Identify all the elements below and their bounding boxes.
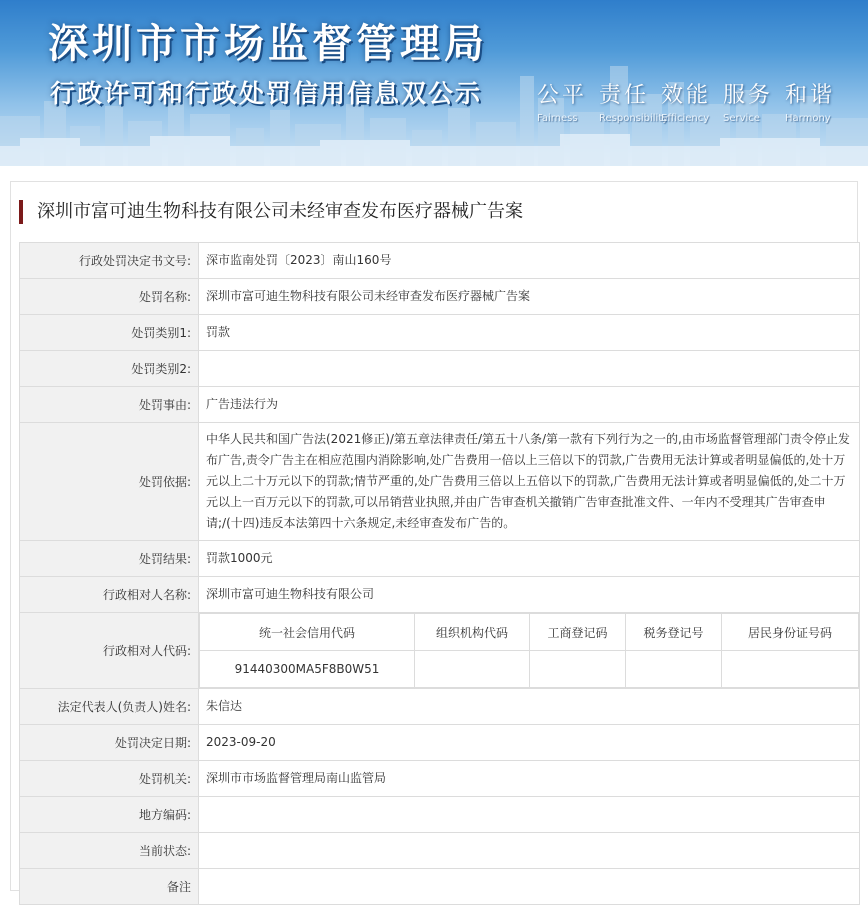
party-name-label: 行政相对人名称: xyxy=(20,577,199,613)
category2-value xyxy=(199,351,860,387)
party-name-value: 深圳市富可迪生物科技有限公司 xyxy=(199,577,860,613)
status-label: 当前状态: xyxy=(20,833,199,869)
decision-date-value: 2023-09-20 xyxy=(199,725,860,761)
basis-value: 中华人民共和国广告法(2021修正)/第五章法律责任/第五十八条/第一款有下列行为之一的,由市场监督管理部门责令停止发布广告,责令广告主在相应范围内消除影响,处广告费用一倍以上三倍以下的罚款,广告费用无法计算或者明显偏低的,处十万元以上二十万元以下的罚款;情节严重的,处广告费用三倍以上五倍以下的罚款,广告费用无法计算或者明显偏低的,处二十万元以上一百万元以下的罚款,可以吊销营业执照,并由广告审查机关撤销广告审查批准文件、一年内不受理其广告审查申请;/(十四)违反本法第四十六条规定,未经审查发布广告的。 xyxy=(199,423,860,541)
table-row xyxy=(20,279,860,315)
org-code-value xyxy=(415,651,530,688)
basis-label: 处罚依据: xyxy=(20,423,199,541)
case-info-table xyxy=(19,242,860,905)
id-card-value xyxy=(722,651,859,688)
category1-label: 处罚类别1: xyxy=(20,315,199,351)
category1-value: 罚款 xyxy=(199,315,860,351)
table-row xyxy=(20,423,860,541)
slogan-en: Harmony xyxy=(785,113,831,124)
org-code-header: 组织机构代码 xyxy=(415,614,530,651)
reason-value: 广告违法行为 xyxy=(199,387,860,423)
table-row xyxy=(20,833,860,869)
banner-slogans xyxy=(537,78,847,124)
slogan-fairness xyxy=(537,78,599,124)
table-row xyxy=(20,243,860,279)
local-code-value xyxy=(199,797,860,833)
decision-date-label: 处罚决定日期: xyxy=(20,725,199,761)
slogan-harmony xyxy=(785,78,847,124)
slogan-cn: 服务 xyxy=(723,83,774,108)
status-value xyxy=(199,833,860,869)
table-row xyxy=(20,351,860,387)
tax-reg-value xyxy=(626,651,722,688)
legal-rep-value: 朱信达 xyxy=(199,689,860,725)
party-code-label: 行政相对人代码: xyxy=(20,613,199,689)
category2-label: 处罚类别2: xyxy=(20,351,199,387)
penalty-name-label: 处罚名称: xyxy=(20,279,199,315)
party-code-cell xyxy=(199,613,860,689)
local-code-label: 地方编码: xyxy=(20,797,199,833)
id-card-header: 居民身份证号码 xyxy=(722,614,859,651)
table-row xyxy=(20,725,860,761)
slogan-cn: 和谐 xyxy=(785,83,836,108)
authority-value: 深圳市市场监督管理局南山监管局 xyxy=(199,761,860,797)
authority-label: 处罚机关: xyxy=(20,761,199,797)
slogan-cn: 公平 xyxy=(537,83,588,108)
business-reg-header: 工商登记码 xyxy=(530,614,626,651)
remark-value xyxy=(199,869,860,905)
result-value: 罚款1000元 xyxy=(199,541,860,577)
legal-rep-label: 法定代表人(负责人)姓名: xyxy=(20,689,199,725)
slogan-en: Efficiency xyxy=(661,113,710,124)
banner-subtitle: 行政许可和行政处罚信用信息双公示 xyxy=(50,79,483,108)
table-row xyxy=(20,869,860,905)
credit-code-value: 91440300MA5F8B0W51 xyxy=(200,651,415,688)
slogan-service xyxy=(723,78,785,124)
slogan-responsibility xyxy=(599,78,669,124)
slogan-en: Service xyxy=(723,113,760,124)
reason-label: 处罚事由: xyxy=(20,387,199,423)
party-code-table xyxy=(199,613,859,688)
table-row xyxy=(20,797,860,833)
table-row xyxy=(20,761,860,797)
slogan-en: Fairness xyxy=(537,113,578,124)
table-row xyxy=(20,315,860,351)
party-code-value-row xyxy=(200,651,859,688)
table-row xyxy=(20,613,860,689)
table-row xyxy=(20,577,860,613)
table-row xyxy=(20,387,860,423)
slogan-cn: 效能 xyxy=(661,83,712,108)
table-row xyxy=(20,541,860,577)
case-detail-panel xyxy=(10,181,858,894)
header-banner xyxy=(0,0,868,166)
slogan-en: Responsibility xyxy=(599,113,669,124)
party-code-header-row xyxy=(200,614,859,651)
penalty-name-value: 深圳市富可迪生物科技有限公司未经审查发布医疗器械广告案 xyxy=(199,279,860,315)
table-row xyxy=(20,689,860,725)
result-label: 处罚结果: xyxy=(20,541,199,577)
credit-code-header: 统一社会信用代码 xyxy=(200,614,415,651)
banner-title: 深圳市市场监督管理局 xyxy=(48,21,488,67)
case-title: 深圳市富可迪生物科技有限公司未经审查发布医疗器械广告案 xyxy=(19,200,523,224)
business-reg-value xyxy=(530,651,626,688)
decision-no-label: 行政处罚决定书文号: xyxy=(20,243,199,279)
slogan-cn: 责任 xyxy=(599,83,650,108)
tax-reg-header: 税务登记号 xyxy=(626,614,722,651)
slogan-efficiency xyxy=(661,78,723,124)
decision-no-value: 深市监南处罚〔2023〕南山160号 xyxy=(199,243,860,279)
remark-label: 备注 xyxy=(20,869,199,905)
